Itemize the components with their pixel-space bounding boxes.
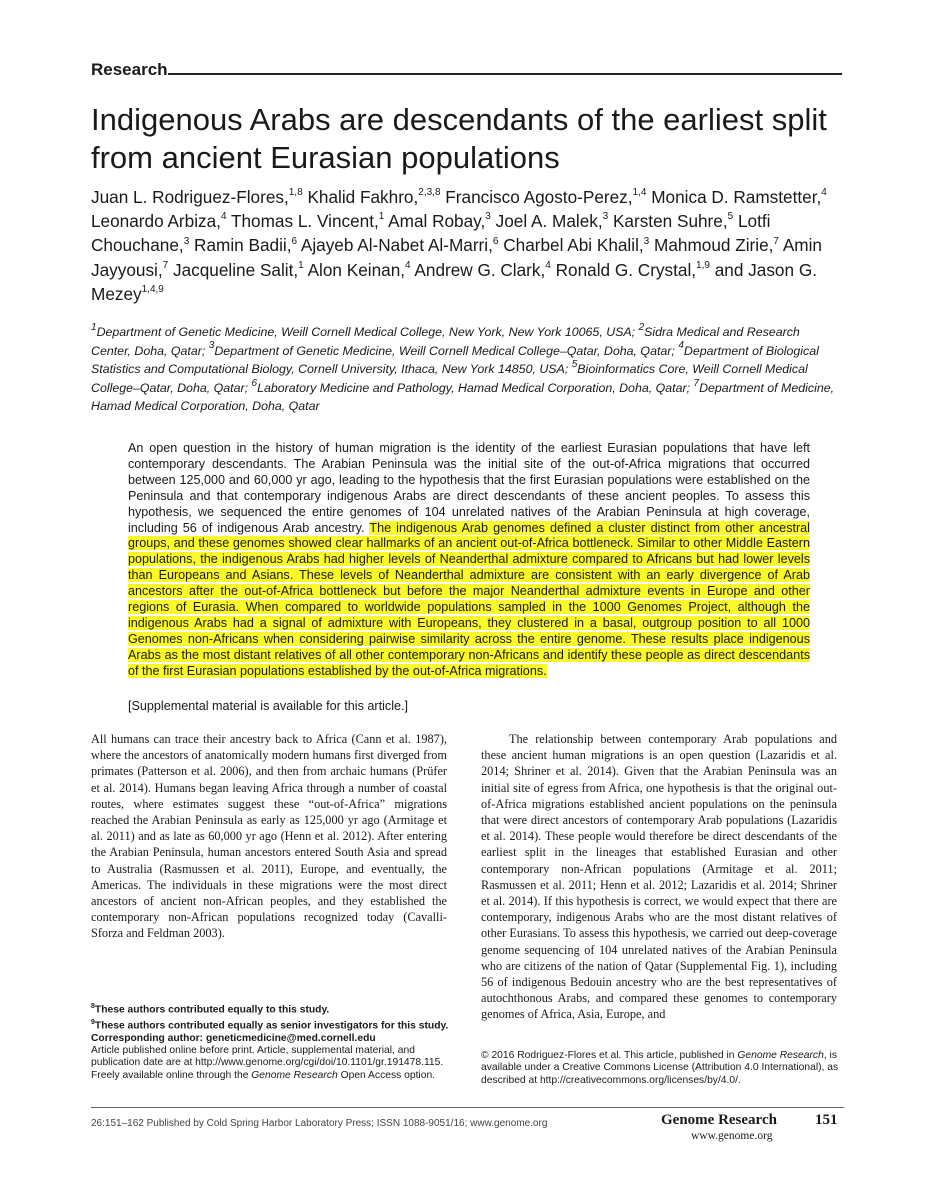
author-affiliation-marker: 3 xyxy=(485,211,491,223)
footer-rule xyxy=(91,1107,844,1108)
author-affiliation-marker: 1,4 xyxy=(632,187,647,199)
body-column-left xyxy=(91,731,447,942)
corresponding-author: Corresponding author: geneticmedicine@med.cornell.edu xyxy=(91,1032,376,1044)
body-paragraph: All humans can trace their ancestry back to Africa (Cann et al. 1987), where the ancestors of anatomically modern humans first diverged from primates (Patterson et al. 2006), and then from archaic humans (Prüfer et al. 2014). Humans began leaving Africa through a number of coastal routes, where estimates suggest these “out-of-Africa” migrations reached the Arabian Peninsula as early as 125,000 yr ago (Armitage et al. 2011) and as late as 60,000 yr ago (Henn et al. 2012). After entering the Arabian Peninsula, human ancestors entered South Asia and spread to Australia (Rasmussen et al. 2011), Europe, and eventually, the Americas. The individuals in these migrations were the most direct ancestors of ancient non-African peoples, and they established the contemporary non-African populations recognized today (Cavalli-Sforza and Feldman 2003). xyxy=(91,732,447,941)
author-list xyxy=(91,185,841,306)
paper-title: Indigenous Arabs are descendants of the earliest split from ancient Eurasian populations xyxy=(91,102,827,175)
header-rule xyxy=(168,73,842,75)
author: Khalid Fakhro, xyxy=(307,187,419,207)
affiliation-marker: 4 xyxy=(678,340,684,352)
footnote-9: $^9$These authors contributed equally as senior investigators for this study. xyxy=(91,1018,449,1032)
footer-citation: 26:151–162 Published by Cold Spring Harbor Laboratory Press; ISSN 1088-9051/16; www.genome.org xyxy=(91,1118,548,1129)
body-column-right xyxy=(481,731,837,1023)
section-label: Research xyxy=(91,60,168,79)
author-affiliation-marker: 6 xyxy=(492,235,499,247)
author-affiliation-marker: 4 xyxy=(821,187,827,199)
author-affiliation-marker: 1 xyxy=(298,259,304,271)
affiliation-marker: 1 xyxy=(91,321,97,333)
affiliation: Department of Biological Statistics and Computational Biology, Cornell University, Ithaca, New York 14850, USA; xyxy=(91,343,819,377)
author: Ramin Badii, xyxy=(194,235,292,256)
publication-note: Article published online before print. Article, supplemental material, and publication date are at http://www.genome.org/cgi/doi/10.1101/gr.191478.115. Freely available online through the Genome Research Open Access option. xyxy=(91,1045,444,1081)
author: Joel A. Malek, xyxy=(495,211,603,232)
footer-journal: Genome Research xyxy=(661,1112,777,1128)
author: Monica D. Ramstetter, xyxy=(651,187,822,207)
author-affiliation-marker: 1,8 xyxy=(288,187,303,199)
author: Andrew G. Clark, xyxy=(414,259,546,280)
author: and Jason G. Mezey xyxy=(91,259,817,304)
affiliation-marker: 7 xyxy=(693,377,700,389)
author-affiliation-marker: 2,3,8 xyxy=(418,187,441,199)
author-affiliation-marker: 3 xyxy=(643,235,650,247)
body-paragraph: The relationship between contemporary Arab populations and these ancient human migrations is an open question (Lazaridis et al. 2014; Shriner et al. 2014). Given that the Arabian Peninsula was an initial site of egress from Africa, one hypothesis is that the original out-of-Africa migrations established ancient populations on the peninsula that were direct ancestors of contemporary Arab populations (Lazaridis et al. 2014). These people would therefore be direct descendants of the earliest split in the lineages that established Eurasian and other contemporary non-African populations (Armitage et al. 2011; Rasmussen et al. 2011; Henn et al. 2012; Lazaridis et al. 2014; Shriner et al. 2014). If this hypothesis is correct, we would expect that there are contemporary, indigenous Arabs who are the most distant relatives of other Eurasians. To assess this hypothesis, we carried out deep-coverage genome sequencing of 104 unrelated natives of the Arabian Peninsula who are citizens of the nation of Qatar (Supplemental Fig. 1), including 56 of indigenous Bedouin ancestry who are the best representatives of autochthonous Arabs, and compared these genomes to contemporary genomes of Africa, Asia, Europe, and xyxy=(481,732,837,1022)
author-affiliation-marker: 1 xyxy=(378,211,385,223)
page-number: 151 xyxy=(815,1112,838,1128)
author: Leonardo Arbiza, xyxy=(91,211,221,232)
footer-website: www.genome.org xyxy=(691,1130,773,1142)
affiliation: Laboratory Medicine and Pathology, Hamad Medical Corporation, Doha, Qatar; xyxy=(257,380,691,395)
author: Thomas L. Vincent, xyxy=(231,211,379,232)
author-affiliation-marker: 4 xyxy=(220,211,227,223)
supplemental-note: [Supplemental material is available for this article.] xyxy=(128,699,408,713)
author: Ajayeb Al-Nabet Al-Marri, xyxy=(300,235,493,256)
author: Francisco Agosto-Perez, xyxy=(445,187,633,207)
abstract-text: An open question in the history of human migration is the identity of the earliest Eurasian populations that have left contemporary descendants. The Arabian Peninsula was the initial site of the out-of-Africa migrations that occurred between 125,000 and 60,000 yr ago, leading to the hypothesis that the first Eurasian populations were established on the Peninsula and that contemporary indigenous Arabs are direct descendants of these ancient peoples. To assess this hypothesis, we sequenced the entire genomes of 104 unrelated natives of the Arabian Peninsula at high coverage, including 56 of indigenous Arab ancestry. xyxy=(128,441,810,535)
author: Amin Jayyousi, xyxy=(91,235,822,280)
author: Mahmoud Zirie, xyxy=(654,235,774,256)
author: Charbel Abi Khalil, xyxy=(503,235,644,256)
affiliation-marker: 3 xyxy=(208,340,215,352)
author: Alon Keinan, xyxy=(307,259,406,280)
author-affiliation-marker: 3 xyxy=(602,211,609,223)
author: Jacqueline Salit, xyxy=(173,259,299,280)
author: Karsten Suhre, xyxy=(612,211,728,232)
affiliation: Bioinformatics Core, Weill Cornell Medical College–Qatar, Doha, Qatar; xyxy=(91,362,808,395)
author: Amal Robay, xyxy=(388,211,486,232)
author-affiliation-marker: 1,9 xyxy=(696,259,710,271)
affiliation-marker: 6 xyxy=(251,377,258,389)
license-note: © 2016 Rodriguez-Flores et al. This article, published in Genome Research, is available under a Creative Commons License (Attribution 4.0 International), as described at http://creativecommons.org/licenses/by/4.0/. xyxy=(481,1050,839,1086)
abstract-highlight: The indigenous Arab genomes defined a cluster distinct from other ancestral groups, and these genomes showed clear hallmarks of an ancient out-of-Africa bottleneck. Similar to other Middle Eastern populations, the indigenous Arabs had higher levels of Neanderthal admixture compared to Africans but had lower levels than Europeans and Asians. These levels of Neanderthal admixture are consistent with an early divergence of Arab ancestors after the out-of-Africa bottleneck but before the major Neanderthal admixture events in Europe and other regions of Eurasia. When compared to worldwide populations sampled in the 1000 Genomes Project, although the indigenous Arabs had a signal of admixture with Europeans, they clustered in a basal, outgroup position to all 1000 Genomes non-Africans when considering pairwise similarity across the entire genome. These results place indigenous Arabs as the most distant relatives of all other contemporary non-Africans and identify these people as direct descendants of the first Eurasian populations established by the out-of-Africa migrations. xyxy=(128,520,810,678)
author-affiliation-marker: 7 xyxy=(162,259,169,271)
affiliation: Department of Medicine, Hamad Medical Corporation, Doha, Qatar xyxy=(91,380,835,414)
footnote-8: $^8$These authors contributed equally to this study. xyxy=(91,1003,330,1016)
affiliation-marker: 2 xyxy=(638,321,645,333)
affiliation: Department of Genetic Medicine, Weill Cornell Medical College, New York, New York 10065, USA; xyxy=(96,325,636,339)
author-affiliation-marker: 5 xyxy=(727,211,734,223)
affiliations xyxy=(91,323,841,416)
author-affiliation-marker: 1,4,9 xyxy=(141,284,164,296)
affiliation: Department of Genetic Medicine, Weill Cornell Medical College–Qatar, Doha, Qatar; xyxy=(214,343,675,358)
author-affiliation-marker: 4 xyxy=(405,259,411,271)
author-affiliation-marker: 4 xyxy=(545,259,551,271)
affiliation: Sidra Medical and Research Center, Doha, Qatar; xyxy=(91,325,800,358)
author: Juan L. Rodriguez-Flores, xyxy=(91,187,289,207)
abstract xyxy=(128,441,810,680)
affiliation-marker: 5 xyxy=(571,359,578,371)
author-affiliation-marker: 7 xyxy=(773,235,779,247)
author: Ronald G. Crystal, xyxy=(555,259,697,280)
author-affiliation-marker: 6 xyxy=(291,235,298,247)
author-affiliation-marker: 3 xyxy=(183,235,190,247)
author: Lotfi Chouchane, xyxy=(91,211,771,256)
footnotes xyxy=(91,1001,455,1082)
